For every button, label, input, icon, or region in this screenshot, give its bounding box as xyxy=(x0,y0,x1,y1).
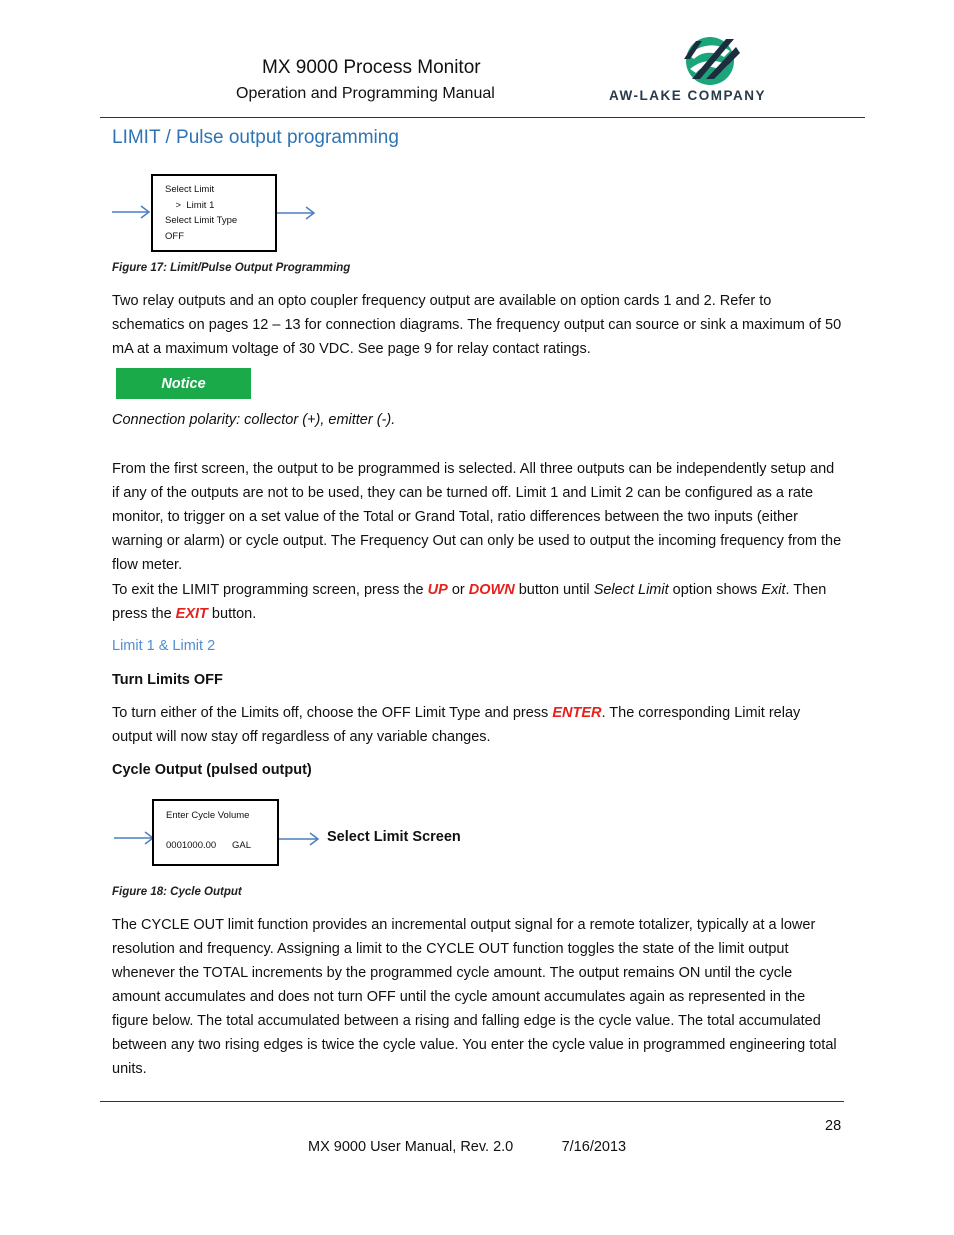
turn-limits-off-heading: Turn Limits OFF xyxy=(112,672,223,688)
lcd-line: OFF xyxy=(165,230,184,242)
enter-button-ref: ENTER xyxy=(552,705,602,721)
notice-badge: Notice xyxy=(116,368,251,399)
paragraph-relay-outputs: Two relay outputs and an opto coupler frequency output are available on option cards 1 and 2. Refer to schematics on pages 12 – 13 for connection diagrams. The frequency output can source or sink a maximum of 50 mA at a maximum voltage of 30 VDC. See page 9 for relay contact ratings. xyxy=(112,293,842,357)
cycle-output-heading: Cycle Output (pulsed output) xyxy=(112,762,312,778)
lcd-value-line: 0001000.00 GAL xyxy=(166,839,252,851)
lcd-line: Enter Cycle Volume xyxy=(166,810,250,821)
document-title: MX 9000 Process Monitor xyxy=(262,57,481,78)
up-button-ref: UP xyxy=(427,582,448,598)
output-arrow-icon xyxy=(279,831,321,847)
select-limit-screen-label: Select Limit Screen xyxy=(327,829,461,845)
paragraph-output-selection: From the first screen, the output to be programmed is selected. All three outputs can be independently setup and if any of the outputs are not to be used, they can be turned off. Limit 1 and Limit 2 can be configured as a rate monitor, to trigger on a set value of the Total or Grand Total, ratio differences between the two inputs (either warning or alarm) or cycle output. The Frequency Out can only be used to output the incoming frequency from the flow meter. xyxy=(112,461,842,573)
lcd-select-limit-screen xyxy=(151,174,277,252)
exit-button-ref: EXIT xyxy=(175,606,208,622)
lcd-cycle-volume-screen xyxy=(152,799,279,866)
input-arrow-icon xyxy=(114,830,156,846)
logo-company-name: AW-LAKE COMPANY xyxy=(609,88,766,103)
header-rule xyxy=(100,117,865,118)
subsection-title: Limit 1 & Limit 2 xyxy=(112,638,216,654)
section-title: LIMIT / Pulse output programming xyxy=(112,127,399,148)
paragraph-exit-instructions: To exit the LIMIT programming screen, press the UP or DOWN button until Select Limit option shows Exit. Then press the EXIT button. xyxy=(112,582,827,622)
output-arrow-icon xyxy=(277,205,317,221)
page-number: 28 xyxy=(825,1118,842,1134)
document-subtitle: Operation and Programming Manual xyxy=(236,85,495,102)
paragraph-cycle-out: The CYCLE OUT limit function provides an incremental output signal for a remote totalizer, typically at a lower resolution and frequency. Assigning a limit to the CYCLE OUT function toggles the state of the limit output whenever the TOTAL increments by the programmed cycle amount. The output remains ON until the cycle amount accumulates and does not turn OFF until the cycle amount accumulates again as represented in the figure below. The total accumulated between a rising and falling edge is the cycle value. The total accumulated between any two rising edges is twice the cycle value. You enter the cycle value in programmed engineering total units. xyxy=(112,917,837,1077)
figure-18-caption: Figure 18: Cycle Output xyxy=(112,886,242,898)
lcd-line: Select Limit xyxy=(165,184,215,195)
lcd-line: > Limit 1 xyxy=(165,199,215,211)
footer-text: MX 9000 User Manual, Rev. 2.0 7/16/2013 xyxy=(308,1139,627,1155)
paragraph-turn-limits-off: To turn either of the Limits off, choose the OFF Limit Type and press ENTER. The corresponding Limit relay output will now stay off regardless of any variable changes. xyxy=(112,705,801,745)
figure-17-caption: Figure 17: Limit/Pulse Output Programming xyxy=(112,262,351,274)
input-arrow-icon xyxy=(112,204,152,220)
notice-text: Connection polarity: collector (+), emitter (-). xyxy=(112,412,396,428)
footer-rule xyxy=(100,1101,844,1102)
lcd-line: Select Limit Type xyxy=(165,215,238,226)
down-button-ref: DOWN xyxy=(468,582,515,598)
